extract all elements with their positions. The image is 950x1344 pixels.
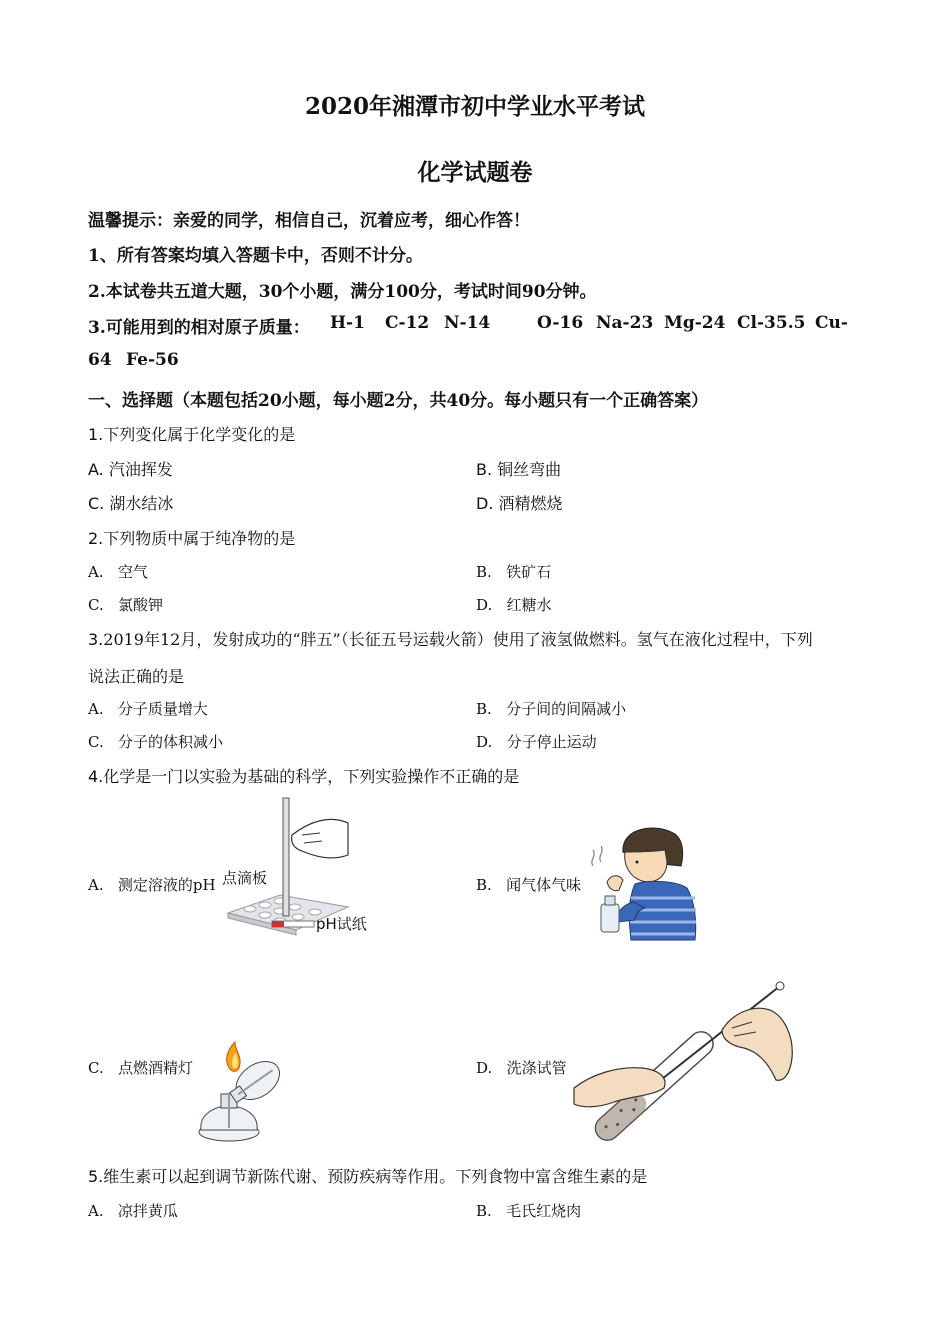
q5-option-a[interactable]: A. 凉拌黄瓜	[88, 1202, 178, 1220]
mass-cu: Cu-	[815, 313, 848, 333]
q3-option-d[interactable]: D. 分子停止运动	[476, 733, 597, 751]
q4-option-d[interactable]: D. 洗涤试管	[476, 1059, 567, 1077]
q5-option-b[interactable]: B. 毛氏红烧肉	[476, 1202, 582, 1220]
q3-option-b[interactable]: B. 分子间的间隔减小	[476, 700, 627, 718]
mass-cl: Cl-35.5	[737, 313, 806, 333]
ph-test-figure	[220, 795, 380, 940]
smell-gas-figure	[585, 822, 700, 942]
question-2: 2.下列物质中属于纯净物的是	[88, 529, 296, 548]
q1-option-d[interactable]: D. 酒精燃烧	[476, 494, 563, 513]
ph-paper-label: pH试纸	[316, 915, 367, 933]
mass-na: Na-23	[596, 313, 654, 333]
q1-option-a[interactable]: A. 汽油挥发	[88, 460, 173, 479]
mass-cu-cont: 64	[88, 350, 112, 370]
q2-option-c[interactable]: C. 氯酸钾	[88, 596, 164, 614]
q2-option-a[interactable]: A. 空气	[88, 563, 148, 581]
q2-option-b[interactable]: B. 铁矿石	[476, 563, 552, 581]
mass-n: N-14	[444, 313, 491, 333]
wash-tube-figure	[572, 978, 802, 1148]
mass-c: C-12	[385, 313, 430, 333]
question-stem: 下列变化属于化学变化的是	[103, 425, 296, 444]
question-3: 3.2019年12月，发射成功的“胖五”（长征五号运载火箭）使用了液氢做燃料。氢气在液化过程中，下列	[88, 630, 813, 649]
question-5: 5.维生素可以起到调节新陈代谢、预防疾病等作用。下列食物中富含维生素的是	[88, 1167, 648, 1186]
section-header: 一、选择题（本题包括20小题，每小题2分，共40分。每小题只有一个正确答案）	[88, 391, 709, 411]
question-number: 1.	[88, 425, 104, 444]
alcohol-lamp-figure	[195, 1040, 295, 1145]
question-1	[88, 422, 295, 445]
q1-option-b[interactable]: B. 铜丝弯曲	[476, 460, 562, 479]
notice-line-3-label: 3.可能用到的相对原子质量：	[88, 318, 310, 338]
q3-option-a[interactable]: A. 分子质量增大	[88, 700, 208, 718]
notice-line-2: 2.本试卷共五道大题，30个小题，满分100分，考试时间90分钟。	[88, 282, 597, 302]
page-subtitle: 化学试题卷	[417, 159, 533, 186]
q4-option-c[interactable]: C. 点燃酒精灯	[88, 1059, 194, 1077]
q2-option-d[interactable]: D. 红糖水	[476, 596, 552, 614]
q4-option-a[interactable]: A. 测定溶液的pH	[88, 876, 216, 894]
mass-mg: Mg-24	[664, 313, 726, 333]
mass-h: H-1	[330, 313, 365, 333]
notice-tip: 温馨提示：亲爱的同学，相信自己，沉着应考，细心作答！	[88, 211, 530, 231]
notice-line-1: 1、所有答案均填入答题卡中，否则不计分。	[88, 246, 423, 266]
question-4: 4.化学是一门以实验为基础的科学，下列实验操作不正确的是	[88, 767, 520, 786]
mass-fe: Fe-56	[126, 350, 179, 370]
question-3-cont: 说法正确的是	[88, 667, 185, 686]
drop-plate-label: 点滴板	[222, 869, 268, 887]
q4-option-b[interactable]: B. 闻气体气味	[476, 876, 582, 894]
q3-option-c[interactable]: C. 分子的体积减小	[88, 733, 224, 751]
mass-o: O-16	[537, 313, 584, 333]
page-title: 2020年湘潭市初中学业水平考试	[304, 93, 645, 120]
q1-option-c[interactable]: C. 湖水结冰	[88, 494, 174, 513]
